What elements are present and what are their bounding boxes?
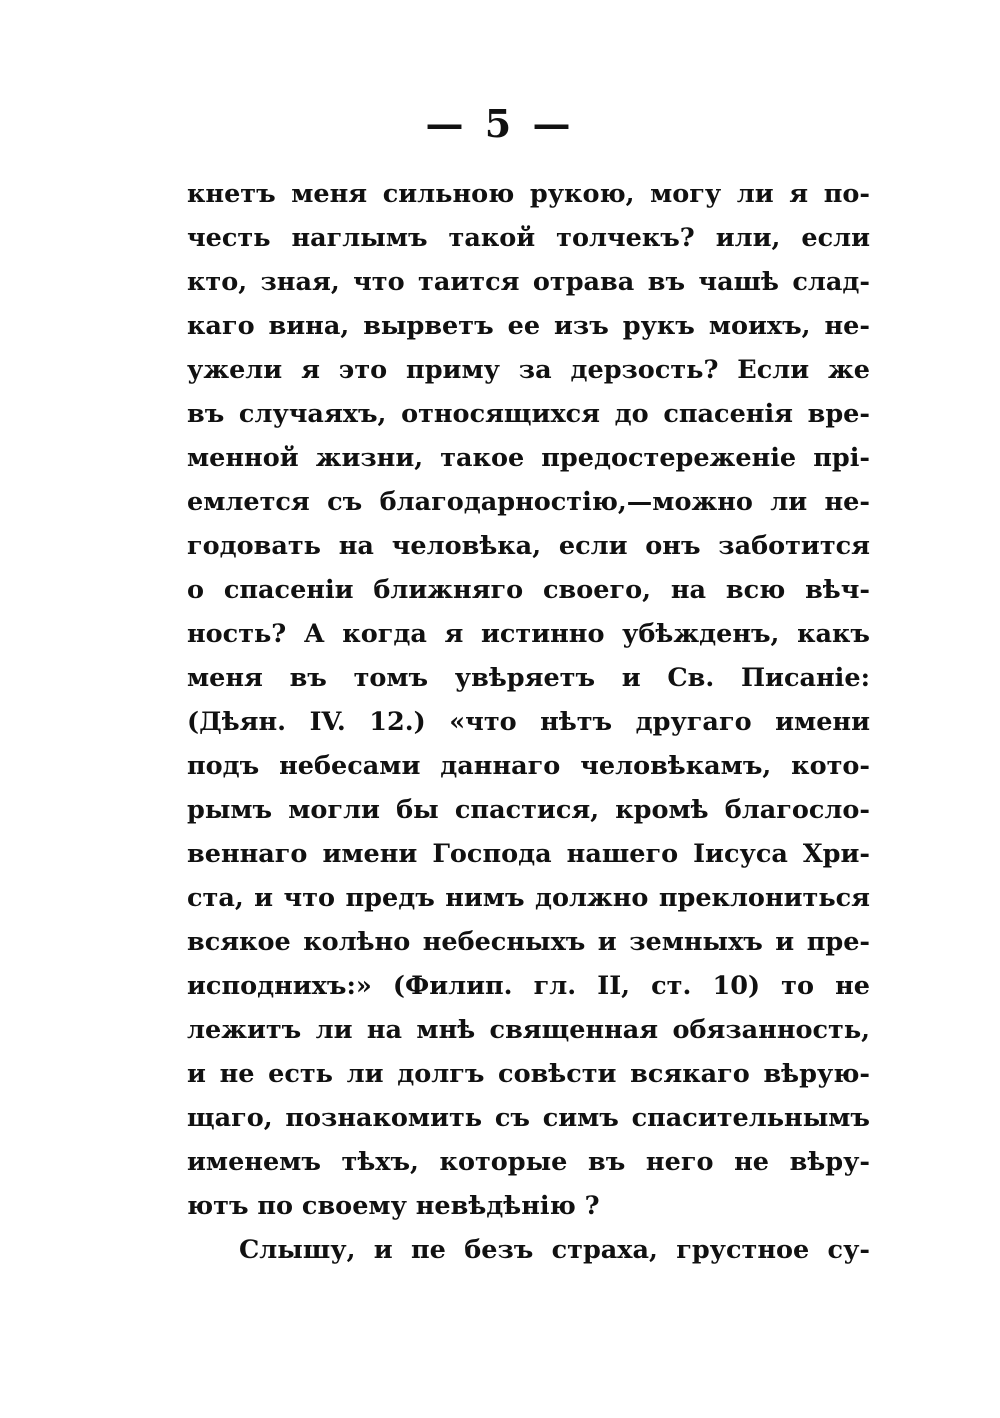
text-line: кнетъ меня сильною рукою, могу ли я по-: [187, 179, 870, 209]
text-line: (Дѣян. IV. 12.) «что нѣтъ другаго имени: [187, 707, 870, 737]
text-line: ужели я это приму за дерзость? Если же: [187, 355, 870, 385]
text-line: въ случаяхъ, относящихся до спасенія вре-: [187, 399, 870, 429]
text-line: подъ небесами даннаго человѣкамъ, кото-: [187, 751, 870, 781]
paragraph-start-line: Слышу, и пе безъ страха, грустное су-: [239, 1235, 870, 1265]
text-line: кто, зная, что таится отрава въ чашѣ слад-: [187, 267, 870, 297]
text-line: менной жизни, такое предостереженіе прі-: [187, 443, 870, 473]
text-line: рымъ могли бы спастися, кромѣ благосло-: [187, 795, 870, 825]
text-line: ность? А когда я истинно убѣжденъ, какъ: [187, 619, 870, 649]
text-line: именемъ тѣхъ, которые въ него не вѣру-: [187, 1147, 870, 1177]
text-line: емлется съ благодарностію,—можно ли не-: [187, 487, 870, 517]
text-line: ста, и что предъ нимъ должно преклониться: [187, 883, 870, 913]
text-line: щаго, познакомить съ симъ спасительнымъ: [187, 1103, 870, 1133]
page-number: — 5 —: [425, 101, 575, 146]
text-line: честь наглымъ такой толчекъ? или, если: [187, 223, 870, 253]
text-line: меня въ томъ увѣряетъ и Св. Писаніе:: [187, 663, 870, 693]
text-line: исподнихъ:» (Филип. гл. II, ст. 10) то не: [187, 971, 870, 1001]
text-line: о спасеніи ближняго своего, на всю вѣч-: [187, 575, 870, 605]
text-line: годовать на человѣка, если онъ заботится: [187, 531, 870, 561]
page-body-text: [187, 172, 870, 1272]
text-line: веннаго имени Господа нашего Іисуса Хри-: [187, 839, 870, 869]
text-line: каго вина, вырветъ ее изъ рукъ моихъ, не-: [187, 311, 870, 341]
text-line: лежитъ ли на мнѣ священная обязанность,: [187, 1015, 870, 1045]
text-line: и не есть ли долгъ совѣсти всякаго вѣрую-: [187, 1059, 870, 1089]
paragraph-end-line: ютъ по своему невѣдѣнію ?: [187, 1191, 600, 1221]
text-line: всякое колѣно небесныхъ и земныхъ и пре-: [187, 927, 870, 957]
